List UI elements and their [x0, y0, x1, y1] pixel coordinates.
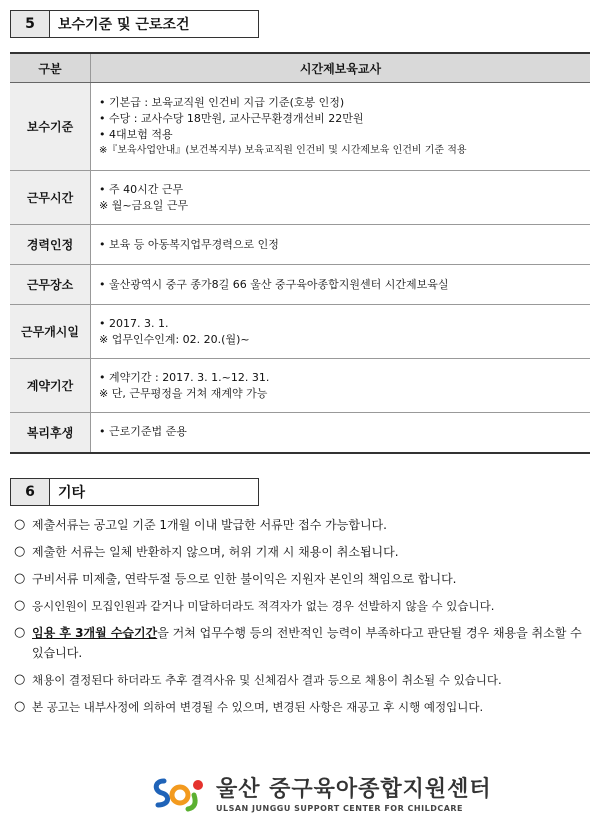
table-header-position: 시간제보육교사	[91, 53, 591, 83]
row-line: • 울산광역시 중구 종가8길 66 울산 중구육아종합지원센터 시간제보육실	[99, 277, 449, 291]
row-line: • 수당 : 교사수당 18만원, 교사근무환경개선비 22만원	[99, 111, 364, 125]
row-content	[91, 305, 591, 359]
table-row	[10, 83, 590, 171]
row-label-hours: 근무시간	[10, 171, 91, 225]
row-line: ※『보육사업안내』(보건복지부) 보육교직원 인건비 및 시간제보육 인건비 기준 적용	[99, 144, 467, 156]
note-text: 제출한 서류는 일체 반환하지 않으며, 허위 기재 시 채용이 취소됩니다.	[32, 545, 399, 559]
note-text: 을 거쳐 업무수행 등의 전반적인 능력이 부족하다고 판단될 경우 채용을 취소할 수 있습니다.	[32, 626, 582, 660]
row-content	[91, 413, 591, 453]
row-line: • 2017. 3. 1.	[99, 316, 169, 330]
row-line: • 기본급 : 보육교직원 인건비 지급 기준(호봉 인정)	[99, 95, 345, 109]
row-label-salary: 보수기준	[10, 83, 91, 171]
center-name-english: ULSAN JUNGGU SUPPORT CENTER FOR CHILDCARE	[216, 804, 464, 813]
row-content	[91, 265, 591, 305]
row-line: ※ 업무인수인계: 02. 20.(월)~	[99, 332, 250, 346]
row-content	[91, 225, 591, 265]
list-item	[14, 596, 594, 616]
row-content	[91, 171, 591, 225]
row-label-workplace: 근무장소	[10, 265, 91, 305]
list-item	[14, 697, 594, 717]
bullet-circle-icon: ○	[14, 598, 26, 613]
row-line: ※ 월~금요일 근무	[99, 198, 189, 212]
row-line: • 4대보험 적용	[99, 127, 173, 141]
section-title: 보수기준 및 근로조건	[50, 10, 259, 38]
row-label-career: 경력인정	[10, 225, 91, 265]
table-row	[10, 305, 590, 359]
conditions-table	[10, 52, 590, 454]
center-name-korean: 울산 중구육아종합지원센터	[216, 777, 492, 802]
section-number: 6	[10, 478, 50, 506]
row-line: ※ 단, 근무평정을 거쳐 재계약 가능	[99, 386, 268, 400]
bullet-circle-icon: ○	[14, 544, 26, 559]
table-row	[10, 359, 590, 413]
notes-list	[14, 515, 594, 724]
bullet-circle-icon: ○	[14, 699, 26, 714]
note-text: 제출서류는 공고일 기준 1개월 이내 발급한 서류만 접수 가능합니다.	[32, 518, 387, 532]
row-content	[91, 359, 591, 413]
list-item	[14, 623, 594, 663]
footer-text	[216, 772, 492, 813]
section-number: 5	[10, 10, 50, 38]
row-line: • 계약기간 : 2017. 3. 1.~12. 31.	[99, 370, 270, 384]
table-header-category: 구분	[10, 53, 91, 83]
row-label-welfare: 복리후생	[10, 413, 91, 453]
list-item	[14, 670, 594, 690]
bullet-circle-icon: ○	[14, 571, 26, 586]
footer-brand	[150, 772, 492, 813]
section-5-header	[10, 10, 259, 38]
row-line: • 주 40시간 근무	[99, 182, 184, 196]
note-text-probation	[32, 623, 594, 663]
note-text: 채용이 결정된다 하더라도 추후 결격사유 및 신체검사 결과 등으로 채용이 취소될 수 있습니다.	[32, 673, 502, 687]
list-item	[14, 515, 594, 535]
section-6-header	[10, 478, 259, 506]
center-logo-icon	[150, 773, 210, 813]
bullet-circle-icon: ○	[14, 672, 26, 687]
row-label-contract: 계약기간	[10, 359, 91, 413]
table-row	[10, 225, 590, 265]
bullet-circle-icon: ○	[14, 517, 26, 532]
row-content	[91, 83, 591, 171]
row-label-start-date: 근무개시일	[10, 305, 91, 359]
row-line: • 근로기준법 준용	[99, 425, 187, 439]
row-line: • 보육 등 아동복지업무경력으로 인정	[99, 237, 279, 251]
list-item	[14, 569, 594, 589]
note-text: 본 공고는 내부사정에 의하여 변경될 수 있으며, 변경된 사항은 재공고 후 시행 예정입니다.	[32, 700, 484, 714]
list-item	[14, 542, 594, 562]
note-text: 구비서류 미제출, 연락두절 등으로 인한 불이익은 지원자 본인의 책임으로 합니다.	[32, 572, 457, 586]
probation-emphasis: 임용 후 3개월 수습기간	[32, 626, 158, 640]
section-title: 기타	[50, 478, 259, 506]
table-row	[10, 171, 590, 225]
table-row	[10, 413, 590, 453]
table-row	[10, 265, 590, 305]
bullet-circle-icon: ○	[14, 625, 26, 640]
note-text: 응시인원이 모집인원과 같거나 미달하더라도 적격자가 없는 경우 선발하지 않을 수 있습니다.	[32, 599, 495, 613]
